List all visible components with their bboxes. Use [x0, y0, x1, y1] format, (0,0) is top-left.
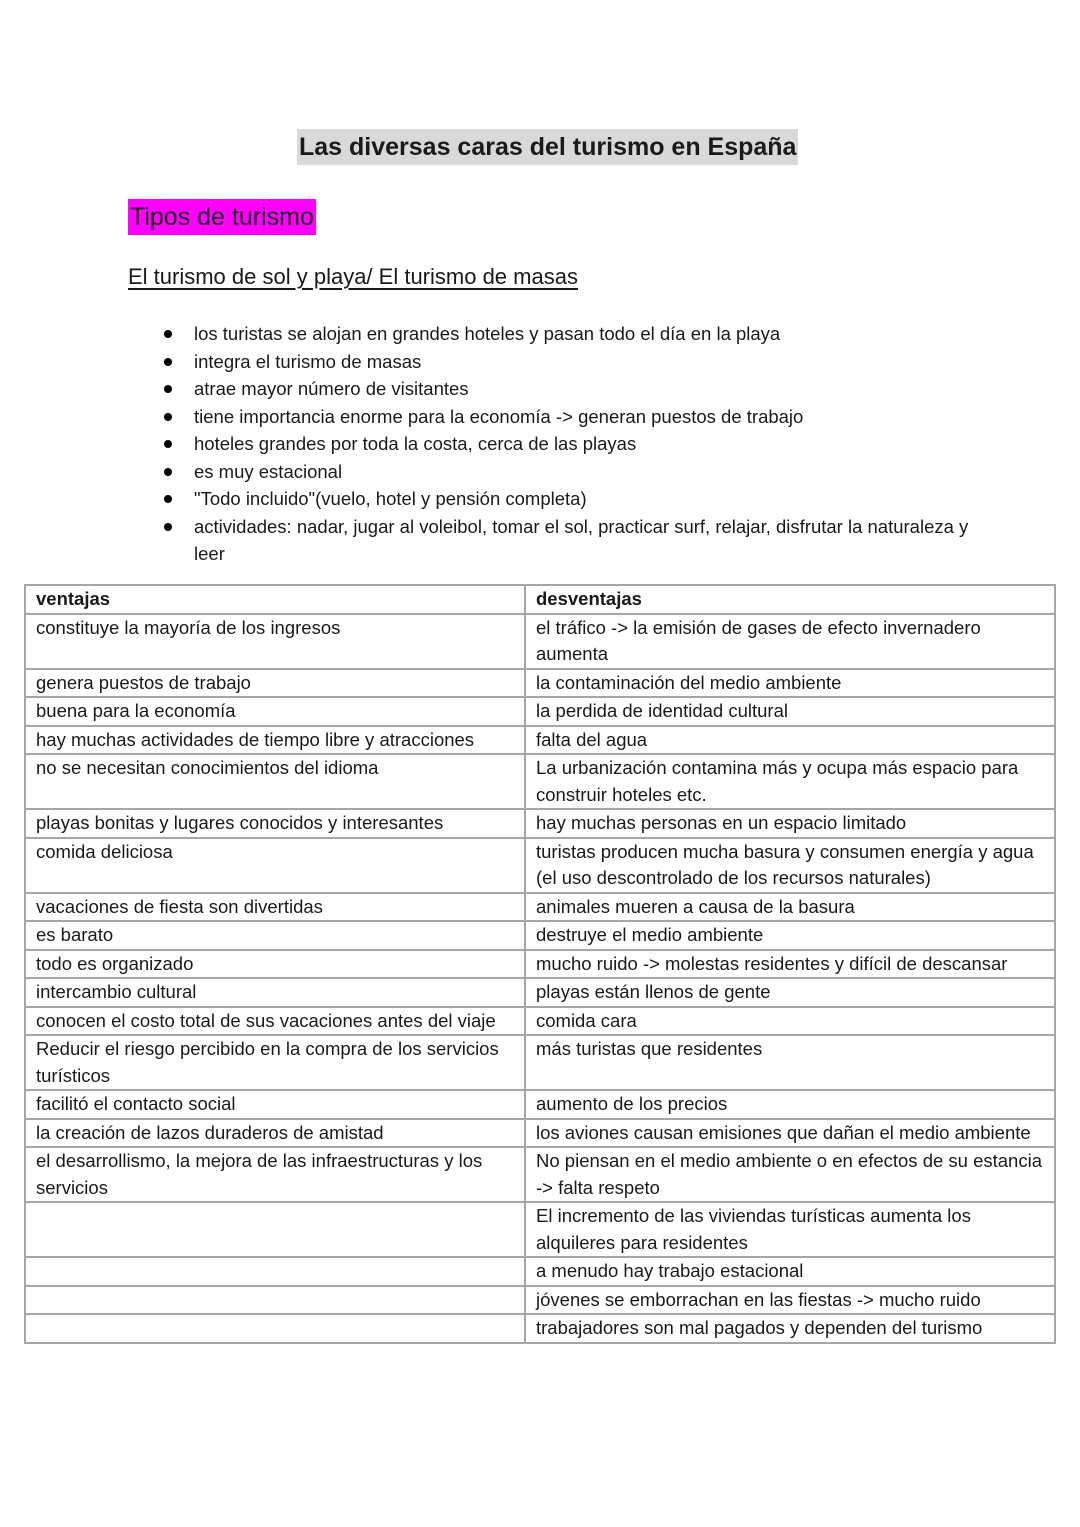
- desventaja-cell: hay muchas personas en un espacio limitado: [525, 809, 1055, 838]
- pros-cons-table: [24, 584, 1056, 1344]
- table-row: [25, 1035, 1055, 1090]
- desventaja-cell: aumento de los precios: [525, 1090, 1055, 1119]
- ventaja-cell: conocen el costo total de sus vacaciones antes del viaje: [25, 1007, 525, 1036]
- subsection-heading: El turismo de sol y playa/ El turismo de masas: [128, 264, 578, 289]
- table-row: [25, 1314, 1055, 1343]
- column-header-ventajas: ventajas: [25, 585, 525, 614]
- list-item: hoteles grandes por toda la costa, cerca de las playas: [162, 430, 992, 458]
- desventaja-cell: La urbanización contamina más y ocupa más espacio para construir hoteles etc.: [525, 754, 1055, 809]
- list-item: los turistas se alojan en grandes hoteles y pasan todo el día en la playa: [162, 320, 992, 348]
- ventaja-cell: intercambio cultural: [25, 978, 525, 1007]
- table-row: [25, 1119, 1055, 1148]
- desventaja-cell: No piensan en el medio ambiente o en efectos de su estancia -> falta respeto: [525, 1147, 1055, 1202]
- desventaja-cell: destruye el medio ambiente: [525, 921, 1055, 950]
- desventaja-cell: la contaminación del medio ambiente: [525, 669, 1055, 698]
- table-row: [25, 614, 1055, 669]
- ventaja-cell: buena para la economía: [25, 697, 525, 726]
- column-header-desventajas: desventajas: [525, 585, 1055, 614]
- table-row: [25, 1202, 1055, 1257]
- ventaja-cell: constituye la mayoría de los ingresos: [25, 614, 525, 669]
- ventaja-cell: hay muchas actividades de tiempo libre y atracciones: [25, 726, 525, 755]
- list-item: integra el turismo de masas: [162, 348, 992, 376]
- desventaja-cell: turistas producen mucha basura y consumen energía y agua (el uso descontrolado de los recursos naturales): [525, 838, 1055, 893]
- desventaja-cell: trabajadores son mal pagados y dependen del turismo: [525, 1314, 1055, 1343]
- list-item: atrae mayor número de visitantes: [162, 375, 992, 403]
- table-row: [25, 1257, 1055, 1286]
- table-row: [25, 921, 1055, 950]
- section-heading: Tipos de turismo: [128, 199, 316, 235]
- ventaja-cell: la creación de lazos duraderos de amistad: [25, 1119, 525, 1148]
- desventaja-cell: más turistas que residentes: [525, 1035, 1055, 1090]
- desventaja-cell: los aviones causan emisiones que dañan el medio ambiente: [525, 1119, 1055, 1148]
- ventaja-cell: comida deliciosa: [25, 838, 525, 893]
- table-row: [25, 893, 1055, 922]
- list-item: es muy estacional: [162, 458, 992, 486]
- table-row: [25, 669, 1055, 698]
- ventaja-cell: [25, 1286, 525, 1315]
- page-title: Las diversas caras del turismo en España: [297, 129, 798, 165]
- table-row: [25, 1007, 1055, 1036]
- desventaja-cell: la perdida de identidad cultural: [525, 697, 1055, 726]
- bullet-list: [162, 320, 992, 568]
- desventaja-cell: el tráfico -> la emisión de gases de efecto invernadero aumenta: [525, 614, 1055, 669]
- ventaja-cell: no se necesitan conocimientos del idioma: [25, 754, 525, 809]
- table-row: [25, 809, 1055, 838]
- table-row: [25, 978, 1055, 1007]
- list-item: "Todo incluido"(vuelo, hotel y pensión completa): [162, 485, 992, 513]
- table-row: [25, 754, 1055, 809]
- desventaja-cell: falta del agua: [525, 726, 1055, 755]
- ventaja-cell: [25, 1202, 525, 1257]
- ventaja-cell: facilitó el contacto social: [25, 1090, 525, 1119]
- table-row: [25, 697, 1055, 726]
- list-item: actividades: nadar, jugar al voleibol, tomar el sol, practicar surf, relajar, disfrutar la naturaleza y leer: [162, 513, 992, 568]
- table-header-row: [25, 585, 1055, 614]
- desventaja-cell: a menudo hay trabajo estacional: [525, 1257, 1055, 1286]
- table-row: [25, 1286, 1055, 1315]
- ventaja-cell: [25, 1257, 525, 1286]
- table-body: [25, 614, 1055, 1343]
- table-row: [25, 838, 1055, 893]
- desventaja-cell: jóvenes se emborrachan en las fiestas -> mucho ruido: [525, 1286, 1055, 1315]
- ventaja-cell: [25, 1314, 525, 1343]
- ventaja-cell: genera puestos de trabajo: [25, 669, 525, 698]
- desventaja-cell: animales mueren a causa de la basura: [525, 893, 1055, 922]
- ventaja-cell: es barato: [25, 921, 525, 950]
- ventaja-cell: todo es organizado: [25, 950, 525, 979]
- table-row: [25, 726, 1055, 755]
- desventaja-cell: comida cara: [525, 1007, 1055, 1036]
- table-row: [25, 1147, 1055, 1202]
- ventaja-cell: el desarrollismo, la mejora de las infraestructuras y los servicios: [25, 1147, 525, 1202]
- list-item: tiene importancia enorme para la economía -> generan puestos de trabajo: [162, 403, 992, 431]
- ventaja-cell: playas bonitas y lugares conocidos y interesantes: [25, 809, 525, 838]
- desventaja-cell: mucho ruido -> molestas residentes y difícil de descansar: [525, 950, 1055, 979]
- desventaja-cell: El incremento de las viviendas turísticas aumenta los alquileres para residentes: [525, 1202, 1055, 1257]
- desventaja-cell: playas están llenos de gente: [525, 978, 1055, 1007]
- ventaja-cell: vacaciones de fiesta son divertidas: [25, 893, 525, 922]
- table-row: [25, 950, 1055, 979]
- table-row: [25, 1090, 1055, 1119]
- ventaja-cell: Reducir el riesgo percibido en la compra de los servicios turísticos: [25, 1035, 525, 1090]
